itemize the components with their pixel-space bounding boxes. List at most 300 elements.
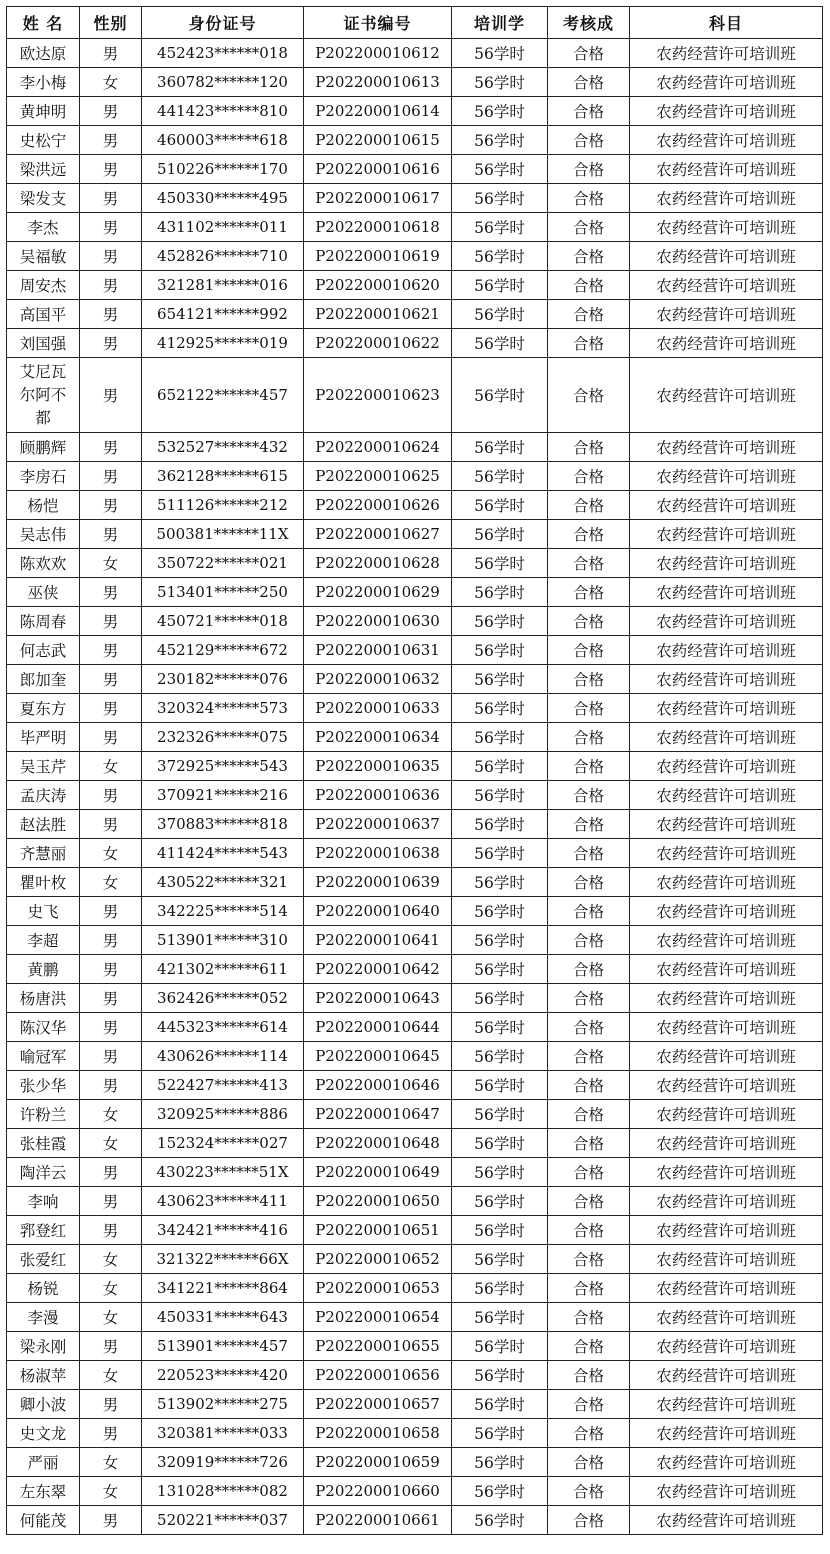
cell-name: 喻冠军 [7,1042,80,1071]
cell-training-hours: 56学时 [452,1477,548,1506]
table-row [7,810,823,839]
cell-name: 高国平 [7,300,80,329]
table-row [7,723,823,752]
cell-certificate-number: P202200010657 [304,1390,452,1419]
cell-certificate-number: P202200010643 [304,984,452,1013]
cell-id-number: 532527******432 [142,433,304,462]
cell-gender: 女 [80,1274,142,1303]
cell-certificate-number: P202200010661 [304,1506,452,1535]
cell-training-hours: 56学时 [452,358,548,433]
table-row [7,213,823,242]
cell-subject: 农药经营许可培训班 [630,1506,823,1535]
cell-name [7,358,80,433]
cell-training-hours: 56学时 [452,1013,548,1042]
cell-gender: 男 [80,271,142,300]
cell-subject: 农药经营许可培训班 [630,1477,823,1506]
table-row [7,68,823,97]
cell-id-number: 452129******672 [142,636,304,665]
cell-certificate-number: P202200010638 [304,839,452,868]
cell-id-number: 445323******614 [142,1013,304,1042]
table-row [7,1506,823,1535]
cell-name: 梁洪远 [7,155,80,184]
cell-certificate-number: P202200010620 [304,271,452,300]
cell-subject: 农药经营许可培训班 [630,39,823,68]
cell-training-hours: 56学时 [452,694,548,723]
cell-training-hours: 56学时 [452,1071,548,1100]
cell-certificate-number: P202200010656 [304,1361,452,1390]
cell-training-hours: 56学时 [452,213,548,242]
cell-name: 陶洋云 [7,1158,80,1187]
cell-name: 陈欢欢 [7,549,80,578]
cell-subject: 农药经营许可培训班 [630,1245,823,1274]
cell-certificate-number: P202200010654 [304,1303,452,1332]
cell-certificate-number: P202200010639 [304,868,452,897]
cell-gender: 男 [80,97,142,126]
cell-id-number: 152324******027 [142,1129,304,1158]
cell-training-hours: 56学时 [452,39,548,68]
cell-gender: 女 [80,1361,142,1390]
table-row [7,1274,823,1303]
cell-certificate-number: P202200010651 [304,1216,452,1245]
cell-training-hours: 56学时 [452,810,548,839]
cell-gender: 男 [80,1071,142,1100]
cell-gender: 男 [80,462,142,491]
table-row [7,1303,823,1332]
cell-name: 吴福敏 [7,242,80,271]
cell-gender: 男 [80,1419,142,1448]
cell-subject: 农药经营许可培训班 [630,358,823,433]
table-row [7,242,823,271]
cell-assessment-result: 合格 [548,1506,630,1535]
cell-assessment-result: 合格 [548,358,630,433]
cell-certificate-number: P202200010632 [304,665,452,694]
cell-gender: 女 [80,752,142,781]
table-row [7,1100,823,1129]
table-row [7,1361,823,1390]
cell-assessment-result: 合格 [548,433,630,462]
table-row [7,520,823,549]
cell-gender: 男 [80,1332,142,1361]
table-row [7,462,823,491]
cell-assessment-result: 合格 [548,242,630,271]
table-row [7,1158,823,1187]
cell-assessment-result: 合格 [548,1332,630,1361]
cell-assessment-result: 合格 [548,329,630,358]
cell-gender: 女 [80,68,142,97]
cell-id-number: 450721******018 [142,607,304,636]
cell-name: 杨恺 [7,491,80,520]
cell-id-number: 232326******075 [142,723,304,752]
cell-gender: 男 [80,358,142,433]
trainee-table [6,6,823,1535]
cell-training-hours: 56学时 [452,462,548,491]
cell-certificate-number: P202200010648 [304,1129,452,1158]
header-subject: 科目 [630,7,823,39]
cell-gender: 男 [80,897,142,926]
cell-certificate-number: P202200010631 [304,636,452,665]
cell-gender: 女 [80,1129,142,1158]
table-row [7,1042,823,1071]
cell-subject: 农药经营许可培训班 [630,155,823,184]
table-row [7,752,823,781]
cell-gender: 男 [80,984,142,1013]
table-row [7,636,823,665]
cell-id-number: 341221******864 [142,1274,304,1303]
cell-subject: 农药经营许可培训班 [630,300,823,329]
cell-training-hours: 56学时 [452,155,548,184]
table-row [7,1013,823,1042]
cell-training-hours: 56学时 [452,1332,548,1361]
cell-certificate-number: P202200010653 [304,1274,452,1303]
cell-id-number: 370921******216 [142,781,304,810]
cell-gender: 男 [80,1187,142,1216]
cell-assessment-result: 合格 [548,578,630,607]
cell-certificate-number: P202200010645 [304,1042,452,1071]
cell-training-hours: 56学时 [452,1245,548,1274]
cell-training-hours: 56学时 [452,1216,548,1245]
cell-gender: 女 [80,549,142,578]
cell-name: 李响 [7,1187,80,1216]
cell-name: 杨淑苹 [7,1361,80,1390]
cell-id-number: 321281******016 [142,271,304,300]
header-row [7,7,823,39]
cell-training-hours: 56学时 [452,636,548,665]
cell-certificate-number: P202200010616 [304,155,452,184]
table-row [7,839,823,868]
cell-id-number: 513901******457 [142,1332,304,1361]
cell-name: 何志武 [7,636,80,665]
cell-subject: 农药经营许可培训班 [630,462,823,491]
cell-certificate-number: P202200010622 [304,329,452,358]
cell-id-number: 430522******321 [142,868,304,897]
cell-certificate-number: P202200010647 [304,1100,452,1129]
cell-assessment-result: 合格 [548,1477,630,1506]
cell-training-hours: 56学时 [452,665,548,694]
cell-name: 史松宁 [7,126,80,155]
cell-certificate-number: P202200010613 [304,68,452,97]
cell-assessment-result: 合格 [548,723,630,752]
cell-subject: 农药经营许可培训班 [630,578,823,607]
cell-id-number: 513901******310 [142,926,304,955]
cell-certificate-number: P202200010625 [304,462,452,491]
cell-id-number: 513401******250 [142,578,304,607]
cell-training-hours: 56学时 [452,1419,548,1448]
cell-id-number: 460003******618 [142,126,304,155]
cell-gender: 男 [80,1216,142,1245]
cell-training-hours: 56学时 [452,781,548,810]
cell-assessment-result: 合格 [548,97,630,126]
cell-name-text: 艾尼瓦尔阿不都 [19,362,67,427]
cell-gender: 男 [80,242,142,271]
cell-subject: 农药经营许可培训班 [630,665,823,694]
cell-name: 严丽 [7,1448,80,1477]
cell-assessment-result: 合格 [548,462,630,491]
cell-certificate-number: P202200010629 [304,578,452,607]
cell-id-number: 220523******420 [142,1361,304,1390]
cell-id-number: 450331******643 [142,1303,304,1332]
cell-assessment-result: 合格 [548,1245,630,1274]
cell-certificate-number: P202200010618 [304,213,452,242]
table-row [7,549,823,578]
table-row [7,1129,823,1158]
cell-name: 郛登红 [7,1216,80,1245]
cell-name: 李漫 [7,1303,80,1332]
cell-training-hours: 56学时 [452,752,548,781]
table-row [7,1071,823,1100]
cell-certificate-number: P202200010642 [304,955,452,984]
cell-subject: 农药经营许可培训班 [630,433,823,462]
cell-assessment-result: 合格 [548,926,630,955]
cell-certificate-number: P202200010615 [304,126,452,155]
cell-id-number: 230182******076 [142,665,304,694]
table-row [7,126,823,155]
cell-id-number: 654121******992 [142,300,304,329]
cell-name: 李超 [7,926,80,955]
cell-gender: 男 [80,1158,142,1187]
cell-training-hours: 56学时 [452,1042,548,1071]
cell-training-hours: 56学时 [452,1448,548,1477]
table-row [7,1390,823,1419]
cell-name: 许粉兰 [7,1100,80,1129]
cell-subject: 农药经营许可培训班 [630,491,823,520]
cell-id-number: 350722******021 [142,549,304,578]
header-name: 姓 名 [7,7,80,39]
cell-subject: 农药经营许可培训班 [630,97,823,126]
cell-assessment-result: 合格 [548,491,630,520]
cell-gender: 男 [80,126,142,155]
cell-subject: 农药经营许可培训班 [630,955,823,984]
cell-gender: 男 [80,1013,142,1042]
cell-training-hours: 56学时 [452,520,548,549]
cell-id-number: 500381******11X [142,520,304,549]
cell-certificate-number: P202200010644 [304,1013,452,1042]
cell-subject: 农药经营许可培训班 [630,1361,823,1390]
cell-id-number: 342225******514 [142,897,304,926]
cell-training-hours: 56学时 [452,97,548,126]
cell-subject: 农药经营许可培训班 [630,68,823,97]
cell-certificate-number: P202200010617 [304,184,452,213]
cell-assessment-result: 合格 [548,1216,630,1245]
cell-id-number: 510226******170 [142,155,304,184]
cell-assessment-result: 合格 [548,839,630,868]
cell-subject: 农药经营许可培训班 [630,1013,823,1042]
cell-name: 齐慧丽 [7,839,80,868]
cell-gender: 男 [80,723,142,752]
cell-training-hours: 56学时 [452,1303,548,1332]
cell-gender: 女 [80,839,142,868]
cell-training-hours: 56学时 [452,491,548,520]
cell-id-number: 511126******212 [142,491,304,520]
cell-gender: 男 [80,1506,142,1535]
table-row [7,433,823,462]
cell-certificate-number: P202200010612 [304,39,452,68]
cell-assessment-result: 合格 [548,897,630,926]
cell-name: 左东翠 [7,1477,80,1506]
cell-training-hours: 56学时 [452,984,548,1013]
cell-gender: 女 [80,1245,142,1274]
cell-name: 梁发支 [7,184,80,213]
cell-assessment-result: 合格 [548,781,630,810]
table-row [7,97,823,126]
cell-name: 孟庆涛 [7,781,80,810]
cell-gender: 男 [80,1042,142,1071]
cell-subject: 农药经营许可培训班 [630,184,823,213]
cell-id-number: 520221******037 [142,1506,304,1535]
cell-training-hours: 56学时 [452,1100,548,1129]
cell-certificate-number: P202200010623 [304,358,452,433]
cell-gender: 男 [80,781,142,810]
cell-training-hours: 56学时 [452,897,548,926]
table-row [7,1187,823,1216]
cell-assessment-result: 合格 [548,126,630,155]
cell-id-number: 431102******011 [142,213,304,242]
cell-subject: 农药经营许可培训班 [630,723,823,752]
cell-name: 陈汉华 [7,1013,80,1042]
cell-gender: 女 [80,1477,142,1506]
cell-id-number: 362128******615 [142,462,304,491]
cell-name: 欧达原 [7,39,80,68]
cell-name: 赵法胜 [7,810,80,839]
cell-id-number: 421302******611 [142,955,304,984]
cell-subject: 农药经营许可培训班 [630,329,823,358]
header-id-number: 身份证号 [142,7,304,39]
cell-name: 杨唐洪 [7,984,80,1013]
cell-training-hours: 56学时 [452,329,548,358]
cell-assessment-result: 合格 [548,1187,630,1216]
cell-subject: 农药经营许可培训班 [630,694,823,723]
cell-training-hours: 56学时 [452,126,548,155]
cell-subject: 农药经营许可培训班 [630,897,823,926]
table-row [7,955,823,984]
cell-name: 李房石 [7,462,80,491]
cell-assessment-result: 合格 [548,636,630,665]
cell-certificate-number: P202200010633 [304,694,452,723]
cell-training-hours: 56学时 [452,1129,548,1158]
cell-certificate-number: P202200010619 [304,242,452,271]
cell-gender: 男 [80,926,142,955]
cell-subject: 农药经营许可培训班 [630,1129,823,1158]
cell-training-hours: 56学时 [452,1274,548,1303]
cell-gender: 男 [80,578,142,607]
cell-id-number: 411424******543 [142,839,304,868]
cell-assessment-result: 合格 [548,1042,630,1071]
cell-assessment-result: 合格 [548,1158,630,1187]
cell-id-number: 320381******033 [142,1419,304,1448]
cell-id-number: 522427******413 [142,1071,304,1100]
cell-gender: 男 [80,491,142,520]
cell-gender: 女 [80,1448,142,1477]
cell-assessment-result: 合格 [548,868,630,897]
cell-assessment-result: 合格 [548,1419,630,1448]
header-training-hours: 培训学 [452,7,548,39]
cell-training-hours: 56学时 [452,839,548,868]
cell-name: 刘国强 [7,329,80,358]
cell-subject: 农药经营许可培训班 [630,549,823,578]
cell-gender: 男 [80,520,142,549]
cell-assessment-result: 合格 [548,1274,630,1303]
table-row [7,665,823,694]
cell-name: 杨锐 [7,1274,80,1303]
table-row [7,1477,823,1506]
cell-id-number: 320925******886 [142,1100,304,1129]
cell-assessment-result: 合格 [548,1303,630,1332]
cell-certificate-number: P202200010659 [304,1448,452,1477]
cell-subject: 农药经营许可培训班 [630,242,823,271]
table-row [7,897,823,926]
cell-gender: 男 [80,636,142,665]
cell-gender: 男 [80,213,142,242]
cell-name: 陈周春 [7,607,80,636]
cell-subject: 农药经营许可培训班 [630,520,823,549]
cell-assessment-result: 合格 [548,184,630,213]
table-row [7,1448,823,1477]
cell-subject: 农药经营许可培训班 [630,607,823,636]
cell-assessment-result: 合格 [548,1013,630,1042]
cell-id-number: 513902******275 [142,1390,304,1419]
cell-gender: 男 [80,433,142,462]
cell-assessment-result: 合格 [548,607,630,636]
cell-training-hours: 56学时 [452,433,548,462]
cell-gender: 男 [80,155,142,184]
cell-gender: 女 [80,1303,142,1332]
cell-assessment-result: 合格 [548,1071,630,1100]
table-row [7,926,823,955]
table-row [7,329,823,358]
cell-id-number: 450330******495 [142,184,304,213]
cell-gender: 男 [80,184,142,213]
cell-subject: 农药经营许可培训班 [630,213,823,242]
cell-name: 卿小波 [7,1390,80,1419]
cell-assessment-result: 合格 [548,271,630,300]
cell-gender: 男 [80,810,142,839]
cell-id-number: 441423******810 [142,97,304,126]
cell-certificate-number: P202200010658 [304,1419,452,1448]
cell-certificate-number: P202200010652 [304,1245,452,1274]
cell-subject: 农药经营许可培训班 [630,1100,823,1129]
cell-certificate-number: P202200010640 [304,897,452,926]
cell-subject: 农药经营许可培训班 [630,271,823,300]
table-row [7,39,823,68]
cell-training-hours: 56学时 [452,955,548,984]
cell-name: 史文龙 [7,1419,80,1448]
cell-subject: 农药经营许可培训班 [630,1448,823,1477]
cell-subject: 农药经营许可培训班 [630,752,823,781]
cell-training-hours: 56学时 [452,1158,548,1187]
cell-name: 何能茂 [7,1506,80,1535]
cell-subject: 农药经营许可培训班 [630,1042,823,1071]
cell-gender: 男 [80,329,142,358]
cell-subject: 农药经营许可培训班 [630,1158,823,1187]
cell-name: 巫侠 [7,578,80,607]
table-row [7,1245,823,1274]
table-row [7,781,823,810]
cell-id-number: 430623******411 [142,1187,304,1216]
cell-assessment-result: 合格 [548,520,630,549]
cell-assessment-result: 合格 [548,213,630,242]
cell-certificate-number: P202200010624 [304,433,452,462]
cell-training-hours: 56学时 [452,300,548,329]
cell-name: 张少华 [7,1071,80,1100]
cell-certificate-number: P202200010628 [304,549,452,578]
cell-id-number: 320324******573 [142,694,304,723]
cell-subject: 农药经营许可培训班 [630,1390,823,1419]
cell-gender: 男 [80,694,142,723]
cell-gender: 男 [80,665,142,694]
table-row [7,694,823,723]
cell-assessment-result: 合格 [548,1100,630,1129]
cell-assessment-result: 合格 [548,1361,630,1390]
cell-id-number: 342421******416 [142,1216,304,1245]
